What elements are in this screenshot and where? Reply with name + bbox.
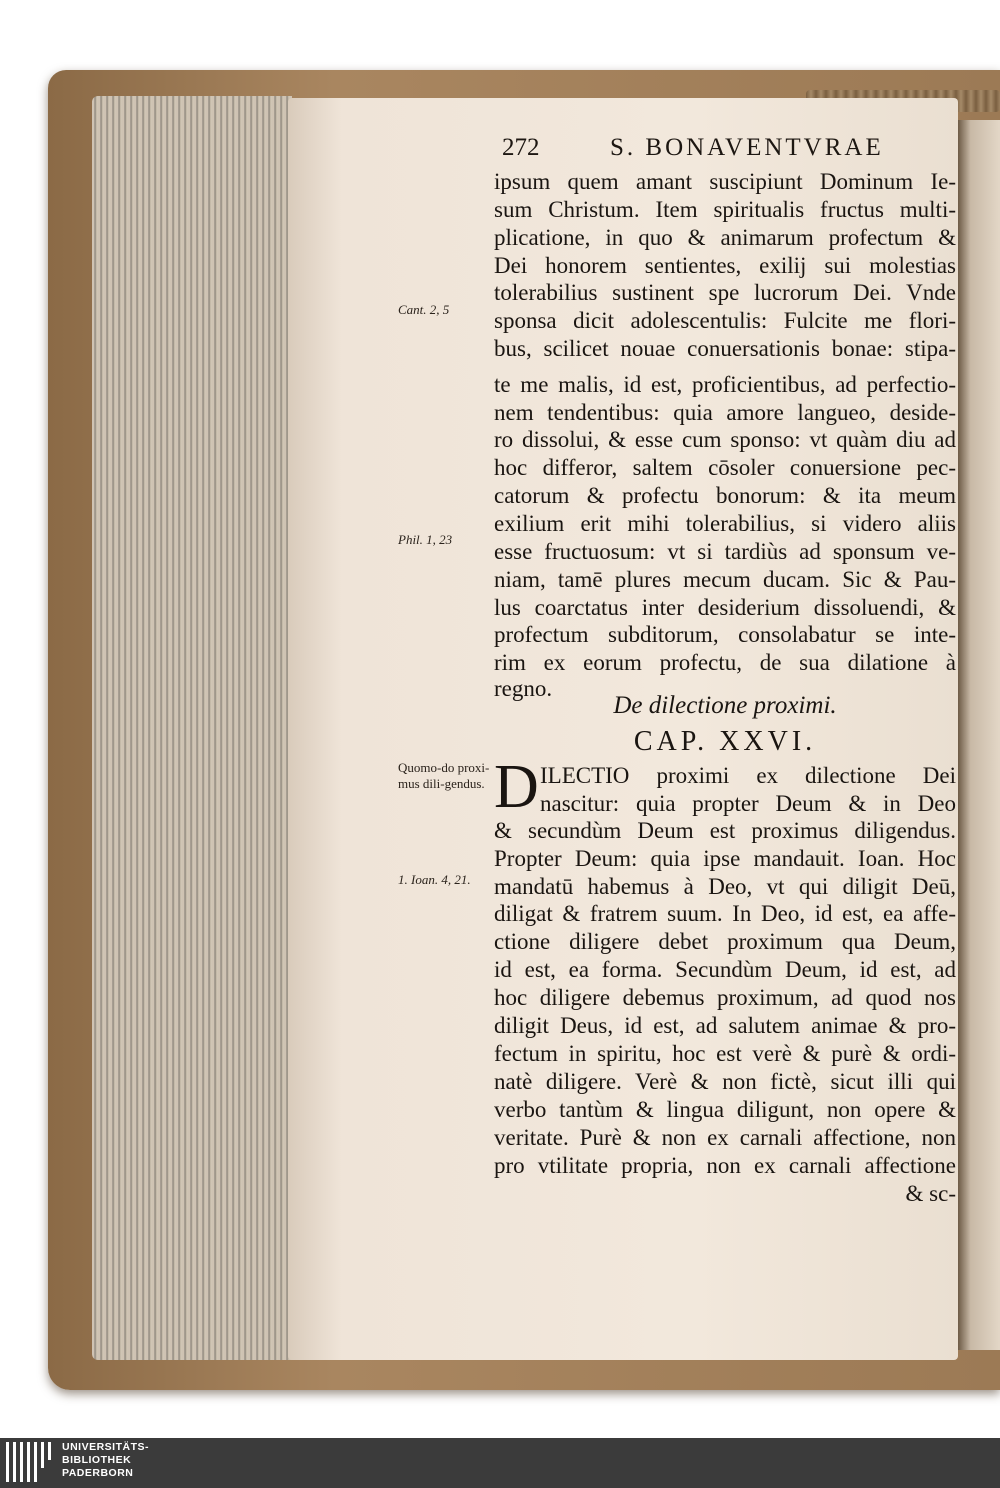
text-line: veritate. Purè & non ex carnali affectione, non [494, 1125, 956, 1150]
margin-note-quomodo: Quomo-do proxi-mus dili-gendus. [398, 760, 490, 791]
running-header [502, 134, 942, 164]
text-line: fectum in spiritu, hoc est verè & purè & ordi- [494, 1041, 956, 1066]
margin-note-phil: Phil. 1, 23 [398, 532, 453, 547]
text-line: plicatione, in quo & animarum profectum & [494, 225, 956, 250]
text-line: hoc differor, saltem cōsoler conuersione pec- [494, 455, 956, 480]
library-name-line: PADERBORN [62, 1467, 134, 1479]
text-line: rim ex eorum profectu, de sua dilatione à [494, 650, 956, 675]
text-line: tolerabilius sustinent spe lucrorum Dei. Vnde [494, 280, 956, 305]
library-logo-icon [6, 1442, 54, 1482]
text-line: bus, scilicet nouae conuersationis bonae: stipa- [494, 336, 956, 361]
text-line: ILECTIO proximi ex dilectione Dei [540, 763, 956, 788]
margin-note-ioan: 1. Ioan. 4, 21. [398, 872, 471, 887]
page-number: 272 [502, 134, 540, 161]
facing-page-edge [958, 120, 1000, 1350]
text-line: natè diligere. Verè & non fictè, sicut illi qui [494, 1069, 956, 1094]
text-line: lus coarctatus inter desiderium dissoluendi, & [494, 595, 956, 620]
chapter-heading: CAP. XXVI. [633, 726, 817, 757]
text-line: ro dissolui, & esse cum sponso: vt quàm diu ad [494, 427, 956, 452]
text-line: diligat & fratrem suum. In Deo, id est, ea affe- [494, 901, 956, 926]
text-line: profectum subditorum, consolabatur se inte- [494, 622, 956, 647]
text-line: Propter Deum: quia ipse mandauit. Ioan. Hoc [494, 846, 956, 871]
text-line: id est, ea forma. Secundùm Deum, id est, ad [494, 957, 956, 982]
text-line: te me malis, id est, proficientibus, ad perfectio- [494, 372, 956, 397]
page-edges [92, 96, 292, 1360]
text-line: ctione diligere debet proximum qua Deum, [494, 929, 956, 954]
text-line: esse fructuosum: vt si tardiùs ad sponsum ve- [494, 539, 956, 564]
text-line: ipsum quem amant suscipiunt Dominum Ie- [494, 169, 956, 194]
text-line: pro vtilitate propria, non ex carnali affectione [494, 1153, 956, 1178]
text-line: hoc diligere debemus proximum, ad quod nos [494, 985, 956, 1010]
text-line: mandatū habemus à Deo, vt qui diligit Deū, [494, 874, 956, 899]
library-name [62, 1441, 262, 1480]
catchword: & sc- [905, 1181, 956, 1206]
text-line: diligit Deus, id est, ad salutem animae & pro- [494, 1013, 956, 1038]
text-line: sum Christum. Item spiritualis fructus multi- [494, 197, 956, 222]
text-line: regno. [494, 676, 553, 701]
text-line: nem tendentibus: quia amore langueo, deside- [494, 400, 956, 425]
text-line: Dei honorem sentientes, exilij sui molestias [494, 253, 956, 278]
text-line: catorum & profectu bonorum: & ita meum [494, 483, 956, 508]
text-line: nascitur: quia propter Deum & in Deo [540, 791, 956, 816]
drop-cap: D [494, 753, 539, 821]
text-line: exilium erit mihi tolerabilius, si videro aliis [494, 511, 956, 536]
text-line: & secundùm Deum est proximus diligendus. [494, 818, 956, 843]
text-line: niam, tamē plures mecum ducam. Sic & Pau- [494, 567, 956, 592]
running-title: S. BONAVENTVRAE [610, 134, 884, 161]
text-line: verbo tantùm & lingua diligunt, non opere & [494, 1097, 956, 1122]
library-name-line: UNIVERSITÄTS- [62, 1441, 150, 1453]
text-line: sponsa dicit adolescentulis: Fulcite me flori- [494, 308, 956, 333]
margin-note-cant: Cant. 2, 5 [398, 302, 450, 317]
chapter-subtitle: De dilectione proximi. [613, 692, 837, 719]
library-name-line: BIBLIOTHEK [62, 1454, 132, 1466]
